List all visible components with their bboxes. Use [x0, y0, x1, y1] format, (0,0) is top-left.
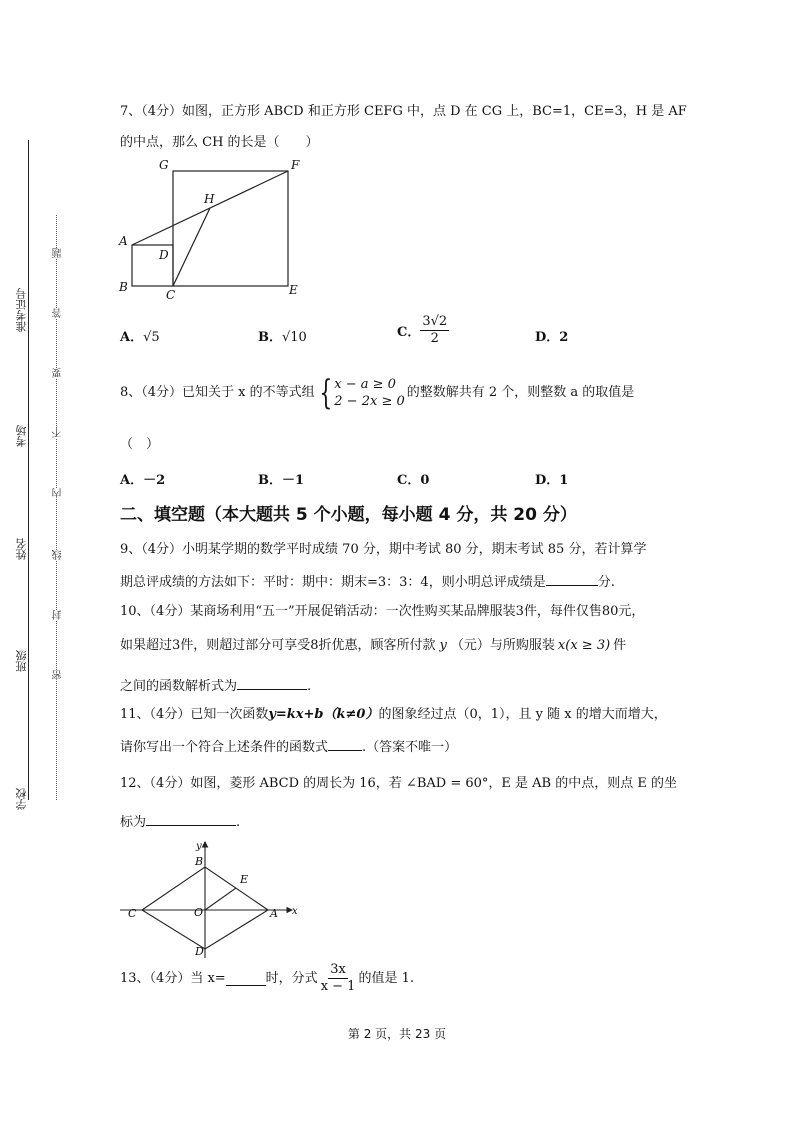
- q8-option-a: [120, 469, 165, 488]
- page-footer: 第 2 页，共 23 页: [347, 1027, 447, 1041]
- question-10-line-2: [120, 636, 626, 656]
- section-2-title: 二、填空题（本大题共 5 个小题，每小题 4 分，共 20 分）: [120, 505, 577, 525]
- q12-line2-text: 标为: [120, 815, 147, 830]
- label-d: D: [159, 248, 169, 262]
- q8-prefix: 8、（4分）已知关于 x 的不等式组: [120, 385, 315, 400]
- seal-char: 不: [53, 428, 64, 438]
- q7-option-a: [120, 326, 160, 345]
- question-11-line-1: [120, 705, 667, 725]
- question-8-line-1: [120, 373, 635, 413]
- label-o: O: [194, 906, 204, 919]
- seal-char: 封: [53, 610, 64, 620]
- q10-line3-end: .: [307, 679, 312, 694]
- figure-rhombus-coordinate: [112, 838, 312, 963]
- label-admission-number: 准考证号: [15, 288, 28, 332]
- q10-line2-text: 如果超过3件，则超过部分可享受8折优惠，顾客所付款: [120, 638, 436, 653]
- label-b: B: [195, 855, 204, 868]
- option-letter: B．: [258, 330, 282, 345]
- fraction-denominator: x − 1: [320, 979, 356, 994]
- q13-fraction: [321, 962, 356, 995]
- option-letter: C．: [397, 473, 421, 488]
- answer-blank: [226, 971, 266, 986]
- label-d: D: [195, 945, 204, 958]
- inequality-system: [315, 373, 405, 413]
- outer-vertical-line: [28, 140, 29, 800]
- option-value: √5: [143, 330, 160, 345]
- q11-function: y=kx+b（k≠0）: [268, 707, 379, 722]
- fraction-numerator: 3√2: [422, 314, 448, 329]
- option-fraction: [420, 314, 449, 347]
- q8-option-b: [258, 469, 304, 488]
- label-name: 姓名: [15, 538, 28, 560]
- seal-char: 线: [53, 550, 64, 560]
- label-f: F: [291, 158, 300, 172]
- option-letter: D．: [535, 330, 560, 345]
- label-y-axis: y: [196, 841, 202, 852]
- answer-blank: [546, 571, 598, 586]
- var-y: y: [439, 638, 447, 653]
- q11-line1-end: 的图象经过点（0，1），且 y 随 x 的增大而增大，: [378, 707, 667, 722]
- q13-end: 的值是 1.: [358, 970, 414, 986]
- left-brace: {: [318, 373, 332, 413]
- inequality-2: 2 − 2x ≥ 0: [334, 394, 405, 409]
- dotted-seal-line: [56, 215, 57, 800]
- label-c: C: [128, 907, 137, 920]
- q7-option-d: [535, 326, 568, 345]
- fraction-numerator: 3x: [330, 962, 346, 977]
- label-g: G: [159, 158, 169, 172]
- question-12-line-1: 12、（4分）如图，菱形 ABCD 的周长为 16，若 ∠BAD = 60°，E 是 AB 的中点，则点 E 的坐: [120, 776, 677, 791]
- q11-line2-text: 请你写出一个符合上述条件的函数式: [120, 740, 329, 755]
- question-7-line-1: 7、（4分）如图，正方形 ABCD 和正方形 CEFG 中，点 D 在 CG 上，BC=1，CE=3，H 是 AF: [120, 104, 687, 119]
- label-a: A: [270, 907, 278, 920]
- q9-line2-end: 分.: [597, 575, 615, 590]
- q9-line2-text: 期总评成绩的方法如下：平时：期中：期末=3：3：4，则小明总评成绩是: [120, 575, 546, 590]
- label-x-axis: x: [292, 906, 298, 917]
- label-b: B: [119, 280, 128, 294]
- option-letter: D．: [535, 473, 560, 488]
- option-value: 0: [420, 473, 430, 488]
- segment-oe: [205, 888, 236, 910]
- option-value: －2: [143, 473, 166, 488]
- q13-text: 13、（4分）当 x=: [120, 970, 226, 986]
- question-10-line-3: [120, 675, 311, 697]
- square-cefg: [173, 171, 288, 286]
- question-11-line-2: [120, 736, 457, 758]
- figure-squares-abcd-cefg: [112, 155, 312, 300]
- label-exam-room: 考场: [15, 425, 28, 447]
- label-e: E: [289, 283, 298, 297]
- option-letter: B．: [258, 473, 282, 488]
- label-h: H: [204, 192, 215, 206]
- label-school: 学校: [15, 788, 28, 810]
- q11-line2-end: .（答案不唯一）: [362, 740, 458, 755]
- question-9-line-2: [120, 571, 615, 593]
- q8-option-c: [397, 469, 429, 488]
- q10-line2-mid: （元）与所购服装: [450, 638, 555, 653]
- answer-blank: [237, 675, 307, 690]
- label-a: A: [119, 234, 128, 248]
- question-9-line-1: 9、（4分）小明某学期的数学平时成绩 70 分，期中考试 80 分，期末考试 85 分，若计算学: [120, 542, 647, 557]
- q11-line1-text: 11、（4分）已知一次函数: [120, 707, 269, 722]
- question-13: [120, 962, 414, 995]
- q13-mid: 时，分式: [265, 970, 318, 986]
- segment-ch: [173, 208, 210, 286]
- question-8-paren: （ ）: [120, 437, 160, 452]
- option-letter: C．: [397, 325, 421, 340]
- seal-char: 要: [53, 368, 64, 378]
- q12-line2-end: .: [236, 815, 241, 830]
- label-c: C: [166, 288, 176, 300]
- label-e: E: [240, 873, 249, 886]
- fraction-denominator: 2: [430, 331, 439, 346]
- seal-char: 答: [53, 308, 64, 318]
- option-letter: A．: [120, 330, 144, 345]
- answer-blank: [328, 736, 362, 751]
- inequality-1: x − a ≥ 0: [334, 377, 396, 392]
- question-10-line-1: 10、（4分）某商场利用“五一”开展促销活动：一次性购买某品牌服装3件，每件仅售80元，: [120, 604, 645, 619]
- option-value: －1: [282, 473, 305, 488]
- answer-blank: [146, 811, 236, 826]
- q8-option-d: [535, 469, 568, 488]
- question-7-line-2: 的中点，那么 CH 的长是（ ）: [120, 135, 319, 150]
- option-value: √10: [282, 330, 307, 345]
- option-value: 2: [559, 330, 569, 345]
- option-value: 1: [559, 473, 569, 488]
- q10-line3-text: 之间的函数解析式为: [120, 679, 238, 694]
- seal-char: 密: [53, 670, 64, 680]
- q8-suffix: 的整数解共有 2 个，则整数 a 的取值是: [406, 385, 635, 400]
- label-class: 班级: [15, 650, 28, 672]
- question-12-line-2: [120, 811, 240, 833]
- seal-char: 题: [53, 248, 64, 258]
- seal-char: 内: [53, 488, 64, 498]
- q10-line2-end: 件: [613, 638, 627, 653]
- q10-condition: x(x ≥ 3): [557, 638, 611, 653]
- option-letter: A．: [120, 473, 144, 488]
- q7-option-b: [258, 326, 307, 345]
- q7-option-c: [397, 314, 449, 347]
